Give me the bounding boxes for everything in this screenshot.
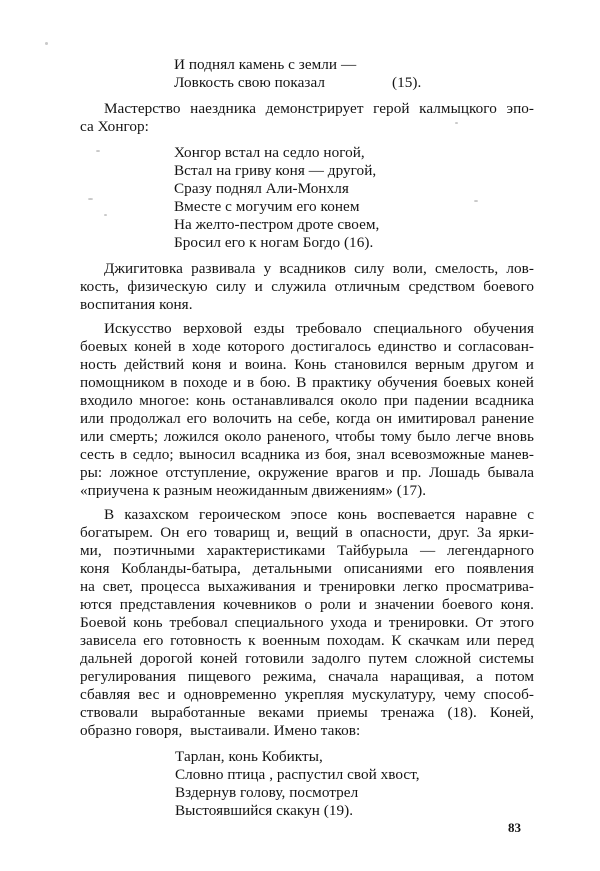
para3-line: боевых коней в ходе которого достигалось единство и согласован- <box>80 338 534 355</box>
para1-line: Мастерство наездника демонстрирует герой калмыцкого эпо- <box>104 100 534 117</box>
scan-speck <box>88 198 93 200</box>
para3-line: Искусство верховой езды требовало специального обучения <box>104 320 534 337</box>
para4-line: сбавляя вес и одновременно укрепляя мускулатуру, чему способ- <box>80 686 534 703</box>
page-number: 83 <box>508 820 521 835</box>
para3-line: ры: ложное отступление, окружение врагов и пр. Лошадь бывала <box>80 464 534 481</box>
para4-line: зависела его готовность к военным походам. К скачкам или перед <box>80 632 534 649</box>
para2-line: Джигитовка развивала у всадников силу воли, смелость, лов- <box>104 260 534 277</box>
para4-line: богатырем. Он его товарищ и, вещий в опасности, друг. За ярки- <box>80 524 534 541</box>
para3-line: входило многое: конь останавливался около при падении всадника <box>80 392 534 409</box>
verse3-line: Выстоявшийся скакун (19). <box>175 802 354 819</box>
verse3-line: Вздернув голову, посмотрел <box>175 784 359 801</box>
para4-line: ются представления кочевников о роли и значении боевого коня. <box>80 596 534 613</box>
para3-line: «приучена к разным неожиданным движениям» (17). <box>80 482 427 499</box>
para4-line: на свет, процесса выхаживания и тренировки легко просматрива- <box>80 578 534 595</box>
verse3-line: Словно птица , распустил свой хвост, <box>175 766 420 783</box>
scan-speck <box>474 200 478 202</box>
scan-speck <box>96 150 100 152</box>
para4-line: регулирования пищевого режима, сначала наращивая, а потом <box>80 668 534 685</box>
para4-line: дальней дорогой коней готовили задолго путем сложной системы <box>80 650 534 667</box>
verse2-line: Встал на гриву коня — другой, <box>174 162 377 179</box>
verse2-line: На желто-пестром дроте своем, <box>174 216 380 233</box>
para4-line: ствовали выработанные веками приемы тренажа (18). Коней, <box>80 704 534 721</box>
scan-speck <box>104 214 107 216</box>
para3-line: ность действий коня и воина. Конь становился верным другом и <box>80 356 534 373</box>
scan-speck <box>455 122 458 124</box>
para4-line: коня Кобланды-батыра, детальными описаниями его появления <box>80 560 534 577</box>
verse3-line: Тарлан, конь Кобикты, <box>175 748 323 765</box>
verse2-line: Вместе с могучим его конем <box>174 198 360 215</box>
para3-line: или продолжал его волочить на себе, когда он имитировал ранение <box>80 410 534 427</box>
para4-line: Боевой конь требовал специального ухода и тренировки. От этого <box>80 614 534 631</box>
para2-line: кость, физическую силу и служила отличным средством боевого <box>80 278 534 295</box>
para3-line: или смерть; ложился около раненого, чтобы тому было легче вновь <box>80 428 534 445</box>
verse1-line: И поднял камень с земли — <box>174 56 357 73</box>
para2-line: воспитания коня. <box>80 296 193 313</box>
para4-line: В казахском героическом эпосе конь воспевается наравне с <box>104 506 534 523</box>
verse2-line: Бросил его к ногам Богдо (16). <box>174 234 374 251</box>
para3-line: помощником в походе и в бою. В практику обучения боевых коней <box>80 374 534 391</box>
para4-line: образно говоря, выстаивали. Имено таков: <box>80 722 361 739</box>
verse2-line: Хонгор встал на седло ногой, <box>174 144 365 161</box>
verse2-line: Сразу поднял Али-Монхля <box>174 180 349 197</box>
verse1-reference: (15). <box>392 74 422 91</box>
scan-speck <box>45 42 48 45</box>
para3-line: сесть в седло; выносил всадника из боя, знал всевозможные манев- <box>80 446 534 463</box>
para1-line: са Хонгор: <box>80 118 149 135</box>
para4-line: ми, поэтичными характеристиками Тайбурыла — легендарного <box>80 542 534 559</box>
verse1-line: Ловкость свою показал <box>174 74 326 91</box>
